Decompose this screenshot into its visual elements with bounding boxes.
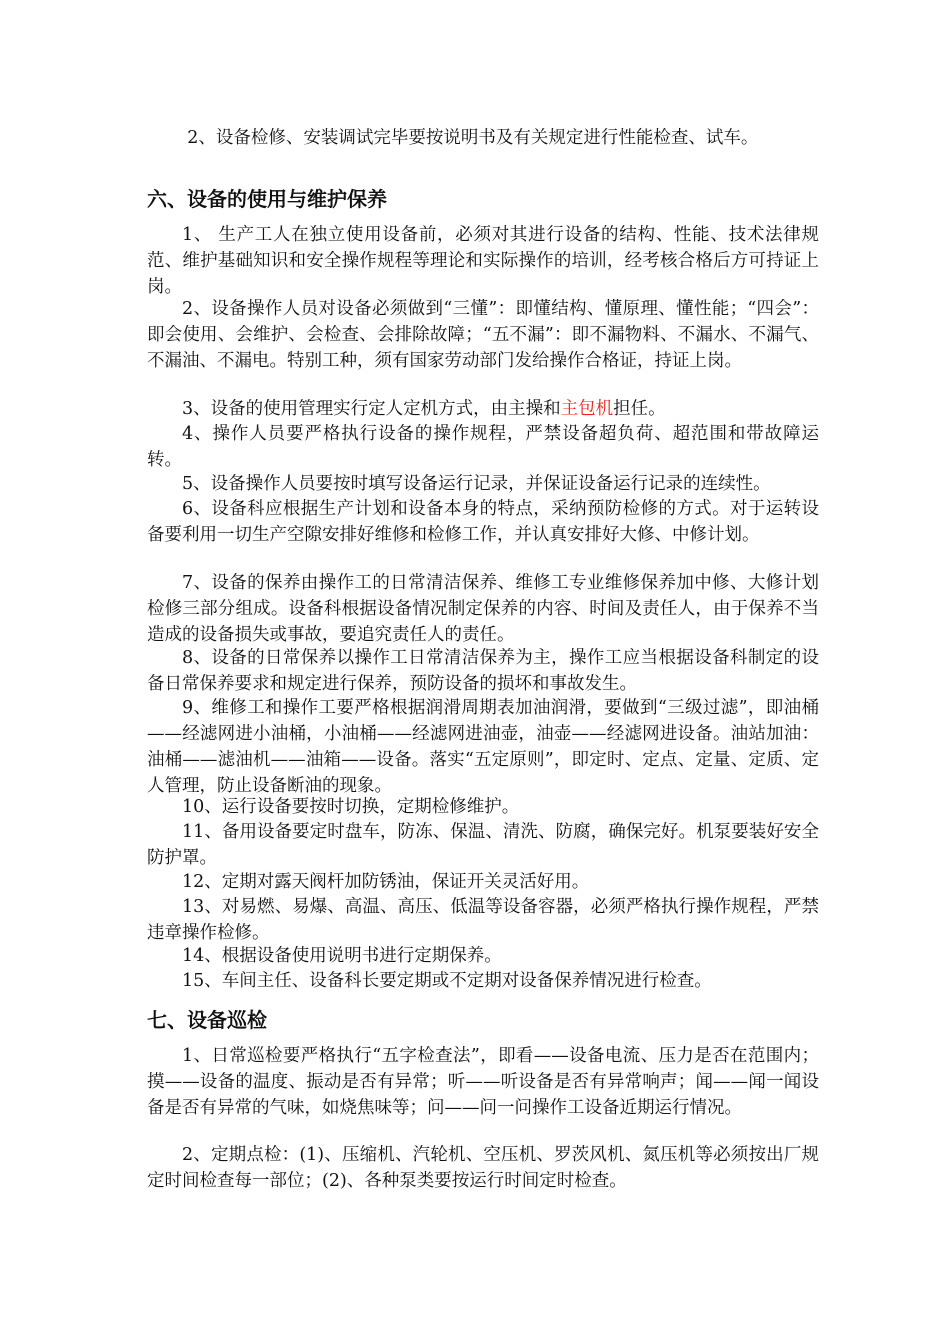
section-6-item-4: 4、操作人员要严格执行设备的操作规程，严禁设备超负荷、超范围和带故障运转。	[147, 424, 819, 470]
section-6-item-11: 11、备用设备要定时盘车，防冻、保温、清洗、防腐，确保完好。机泵要装好安全防护罩。	[147, 822, 819, 868]
section-6-item-8: 8、设备的日常保养以操作工日常清洁保养为主，操作工应当根据设备科制定的设备日常保养要求和规定进行保养，预防设备的损坏和事故发生。	[147, 648, 819, 694]
section-6-item-14: 14、根据设备使用说明书进行定期保养。	[182, 946, 502, 966]
section-6-item-9: 9、维修工和操作工要严格根据润滑周期表加油润滑，要做到“三级过滤”，即油桶——经滤网进小油桶，小油桶——经滤网进油壶，油壶——经滤网进设备。油站加油：油桶——滤油机——油箱——设备。落实“五定原则”，即定时、定点、定量、定质、定人管理，防止设备断油的现象。	[147, 698, 819, 796]
section-7-item-2: 2、定期点检：(1)、压缩机、汽轮机、空压机、罗茨风机、氮压机等必须按出厂规定时间检查每一部位；(2)、各种泵类要按运行时间定时检查。	[147, 1145, 819, 1191]
section-6-item-1: 1、 生产工人在独立使用设备前，必须对其进行设备的结构、性能、技术法律规范、维护基础知识和安全操作规程等理论和实际操作的培训，经考核合格后方可持证上岗。	[147, 225, 819, 297]
section-6-item-3-text-after: 担任。	[613, 399, 666, 419]
section-6-item-3-text-before: 3、设备的使用管理实行定人定机方式，由主操和	[182, 399, 561, 419]
section-6-item-15: 15、车间主任、设备科长要定期或不定期对设备保养情况进行检查。	[182, 971, 712, 991]
section-6-item-13: 13、对易燃、易爆、高温、高压、低温等设备容器，必须严格执行操作规程，严禁违章操作检修。	[147, 897, 819, 943]
section-6-item-10: 10、运行设备要按时切换，定期检修维护。	[182, 797, 520, 817]
section-6-item-5: 5、设备操作人员要按时填写设备运行记录，并保证设备运行记录的连续性。	[182, 474, 771, 494]
section-6-item-2: 2、设备操作人员对设备必须做到“三懂”：即懂结构、懂原理、懂性能；“四会”：即会使用、会维护、会检查、会排除故障；“五不漏”：即不漏物料、不漏水、不漏气、不漏油、不漏电。特别工种，须有国家劳动部门发给操作合格证，持证上岗。	[147, 299, 819, 371]
section-6-item-12: 12、定期对露天阀杆加防锈油，保证开关灵活好用。	[182, 872, 590, 892]
section-6-item-7: 7、设备的保养由操作工的日常清洁保养、维修工专业维修保养加中修、大修计划检修三部分组成。设备科根据设备情况制定保养的内容、时间及责任人，由于保养不当造成的设备损失或事故，要追究责任人的责任。	[147, 573, 819, 645]
intro-paragraph: 2、设备检修、安装调试完毕要按说明书及有关规定进行性能检查、试车。	[187, 128, 759, 148]
section-7-heading: 七、设备巡检	[147, 1008, 267, 1032]
section-7-item-1: 1、日常巡检要严格执行“五字检查法”，即看——设备电流、压力是否在范围内；摸——设备的温度、振动是否有异常；听——听设备是否有异常响声；闻——闻一闻设备是否有异常的气味，如烧焦味等；问——问一问操作工设备近期运行情况。	[147, 1046, 819, 1118]
section-6-item-3	[147, 396, 819, 422]
highlight-term: 主包机	[560, 399, 614, 419]
section-6-heading: 六、设备的使用与维护保养	[147, 187, 387, 211]
section-6-item-6: 6、设备科应根据生产计划和设备本身的特点，采纳预防检修的方式。对于运转设备要利用一切生产空隙安排好维修和检修工作，并认真安排好大修、中修计划。	[147, 499, 819, 545]
